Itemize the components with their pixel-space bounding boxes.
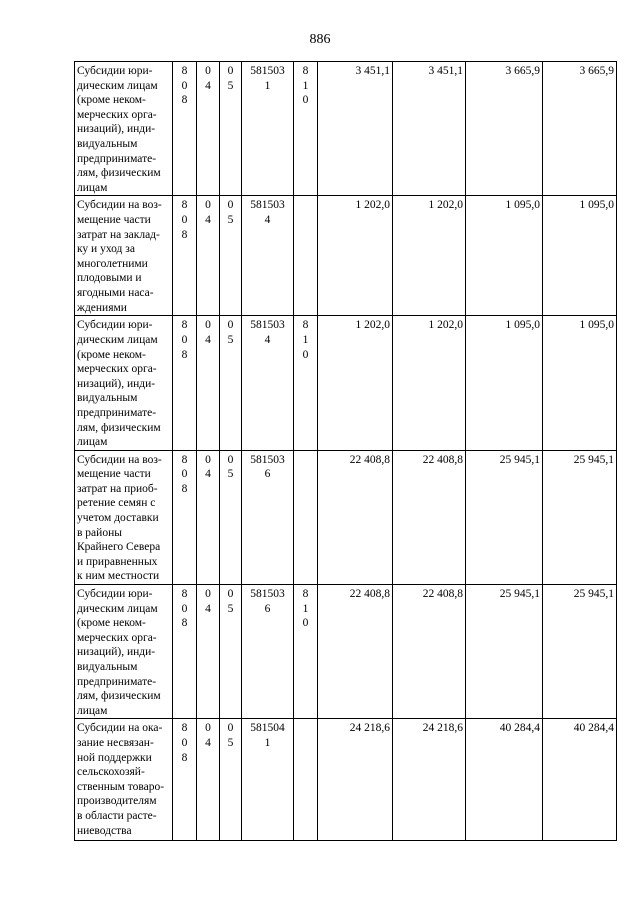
amount-v1: 3 451,1 — [318, 62, 393, 196]
amount-v3: 1 095,0 — [466, 316, 543, 450]
name-line: в районы — [77, 526, 122, 539]
name-line: затрат на приоб- — [77, 482, 158, 495]
amount-v1: 22 408,8 — [318, 585, 393, 719]
amount-v4: 1 095,0 — [543, 316, 617, 450]
name-line: предпринимате- — [77, 675, 157, 688]
name-line: ждениями — [77, 301, 127, 314]
code-cell-c1 — [173, 450, 197, 584]
name-line: Субсидии юри- — [77, 319, 153, 332]
amount-v2: 22 408,8 — [393, 450, 466, 584]
amount-v4: 25 945,1 — [543, 585, 617, 719]
name-line: сельскохозяй- — [77, 766, 145, 779]
name-line: Субсидии на воз- — [77, 199, 162, 212]
code-part: 1 — [302, 79, 309, 92]
code-part: 581504 — [250, 722, 285, 735]
code-cell-c2 — [197, 585, 220, 719]
name-line: низаций), инди- — [77, 646, 156, 659]
name-line: Субсидии на воз- — [77, 453, 162, 466]
code-part: 8 — [181, 228, 188, 241]
name-line: многолетними — [77, 257, 148, 270]
code-part: 4 — [205, 79, 211, 92]
code-part: 8 — [181, 482, 188, 495]
code-part: 581503 — [250, 65, 285, 77]
code-cell-c4 — [242, 316, 294, 450]
code-cell-c4 — [242, 719, 294, 841]
code-part: 0 — [302, 94, 309, 107]
code-cell-c5 — [294, 450, 318, 584]
name-line: лицам — [77, 436, 108, 449]
name-line: ственным товаро- — [77, 780, 165, 793]
code-part: 8 — [181, 199, 188, 212]
code-part: 4 — [205, 333, 211, 346]
name-line: (кроме неком- — [77, 348, 146, 361]
name-line: мещение части — [77, 468, 151, 481]
table-row — [75, 719, 617, 841]
amount-v3: 3 665,9 — [466, 62, 543, 196]
code-part: 8 — [302, 588, 309, 601]
table-row — [75, 316, 617, 450]
code-part: 8 — [181, 94, 188, 107]
code-part: 0 — [227, 453, 234, 466]
code-cell-c3 — [220, 196, 242, 316]
row-name — [75, 196, 173, 316]
code-part: 0 — [227, 199, 234, 212]
name-line: дическим лицам — [77, 602, 158, 615]
row-name — [75, 719, 173, 841]
code-part: 8 — [302, 65, 309, 77]
name-line: дическим лицам — [77, 333, 158, 346]
table-row — [75, 450, 617, 584]
code-part: 0 — [181, 79, 188, 92]
code-cell-c5 — [294, 316, 318, 450]
name-line: видуальным — [77, 392, 138, 405]
code-cell-c1 — [173, 196, 197, 316]
amount-v3: 40 284,4 — [466, 719, 543, 841]
code-part: 4 — [205, 468, 211, 481]
code-cell-c5 — [294, 196, 318, 316]
code-part: 5 — [227, 333, 234, 346]
code-part: 0 — [205, 722, 211, 735]
code-part: 0 — [205, 65, 211, 77]
code-part: 5 — [227, 213, 234, 226]
code-cell-c1 — [173, 316, 197, 450]
amount-v2: 1 202,0 — [393, 196, 466, 316]
code-part: 581503 — [250, 453, 285, 466]
code-cell-c1 — [173, 62, 197, 196]
code-part: 8 — [302, 319, 309, 332]
code-part: 4 — [205, 736, 211, 749]
name-line: к ним местности — [77, 570, 160, 583]
code-cell-c2 — [197, 719, 220, 841]
code-part: 0 — [205, 588, 211, 601]
code-part: 8 — [181, 453, 188, 466]
row-name — [75, 450, 173, 584]
name-line: лям, физическим — [77, 690, 161, 703]
code-cell-c3 — [220, 719, 242, 841]
name-line: лям, физическим — [77, 421, 161, 434]
code-part: 0 — [302, 348, 309, 361]
code-part: 0 — [227, 588, 234, 601]
name-line: предпринимате- — [77, 152, 157, 165]
code-part: 0 — [181, 213, 188, 226]
code-part: 1 — [264, 79, 271, 92]
code-part: 8 — [181, 65, 188, 77]
code-part: 6 — [264, 468, 271, 481]
code-part: 0 — [302, 617, 309, 630]
table-row — [75, 196, 617, 316]
code-cell-c3 — [220, 316, 242, 450]
amount-v3: 25 945,1 — [466, 450, 543, 584]
code-part: 0 — [205, 319, 211, 332]
name-line: мерческих орга- — [77, 363, 157, 376]
code-part: 1 — [264, 736, 271, 749]
name-line: плодовыми и — [77, 272, 142, 285]
code-cell-c2 — [197, 62, 220, 196]
name-line: мерческих орга- — [77, 631, 157, 644]
amount-v3: 25 945,1 — [466, 585, 543, 719]
code-part: 8 — [181, 722, 188, 735]
code-part: 581503 — [250, 588, 285, 601]
name-line: дическим лицам — [77, 79, 158, 92]
amount-v2: 1 202,0 — [393, 316, 466, 450]
code-part: 5 — [227, 602, 234, 615]
name-line: низаций), инди- — [77, 377, 156, 390]
name-line: ку и уход за — [77, 243, 135, 256]
code-part: 0 — [181, 602, 188, 615]
code-part: 0 — [227, 319, 234, 332]
amount-v2: 3 451,1 — [393, 62, 466, 196]
code-part: 4 — [205, 213, 211, 226]
code-part: 0 — [205, 453, 211, 466]
name-line: затрат на заклад- — [77, 228, 160, 241]
code-part: 1 — [302, 602, 309, 615]
amount-v4: 1 095,0 — [543, 196, 617, 316]
code-cell-c4 — [242, 62, 294, 196]
amount-v1: 1 202,0 — [318, 196, 393, 316]
code-part: 0 — [205, 199, 211, 212]
amount-v1: 22 408,8 — [318, 450, 393, 584]
name-line: лям, физическим — [77, 167, 161, 180]
code-part: 4 — [264, 333, 271, 346]
name-line: ной поддержки — [77, 751, 152, 764]
name-line: учетом доставки — [77, 512, 159, 525]
code-part: 0 — [181, 468, 188, 481]
code-part: 8 — [181, 617, 188, 630]
code-part: 8 — [181, 588, 188, 601]
table-row — [75, 585, 617, 719]
code-cell-c3 — [220, 585, 242, 719]
code-part: 581503 — [250, 319, 285, 332]
name-line: ягодными наса- — [77, 286, 154, 299]
page-number: 886 — [309, 32, 331, 47]
amount-v4: 25 945,1 — [543, 450, 617, 584]
code-part: 5 — [227, 736, 234, 749]
code-cell-c3 — [220, 450, 242, 584]
amount-v4: 40 284,4 — [543, 719, 617, 841]
amount-v1: 24 218,6 — [318, 719, 393, 841]
name-line: (кроме неком- — [77, 617, 146, 630]
name-line: производителям — [77, 795, 157, 808]
row-name — [75, 316, 173, 450]
name-line: Субсидии юри- — [77, 588, 153, 601]
code-part: 8 — [181, 751, 188, 764]
code-cell-c4 — [242, 196, 294, 316]
amount-v1: 1 202,0 — [318, 316, 393, 450]
name-line: Крайнего Севера — [77, 541, 161, 554]
code-cell-c4 — [242, 450, 294, 584]
name-line: лицам — [77, 181, 108, 194]
name-line: предпринимате- — [77, 406, 157, 419]
code-cell-c3 — [220, 62, 242, 196]
code-part: 4 — [264, 213, 271, 226]
name-line: в области расте- — [77, 809, 157, 822]
code-part: 5 — [227, 468, 234, 481]
row-name — [75, 62, 173, 196]
code-part: 0 — [181, 333, 188, 346]
amount-v4: 3 665,9 — [543, 62, 617, 196]
name-line: и приравненных — [77, 555, 158, 568]
code-part: 0 — [227, 722, 234, 735]
amount-v2: 22 408,8 — [393, 585, 466, 719]
name-line: мерческих орга- — [77, 108, 157, 121]
name-line: зание несвязан- — [77, 736, 154, 749]
name-line: ретение семян с — [77, 497, 156, 510]
name-line: лицам — [77, 704, 108, 717]
name-line: мещение части — [77, 213, 151, 226]
name-line: видуальным — [77, 661, 138, 673]
code-part: 0 — [227, 65, 234, 77]
code-cell-c4 — [242, 585, 294, 719]
code-part: 0 — [181, 736, 188, 749]
row-name — [75, 585, 173, 719]
amount-v3: 1 095,0 — [466, 196, 543, 316]
code-part: 581503 — [250, 199, 285, 212]
code-cell-c1 — [173, 585, 197, 719]
table-row — [75, 62, 617, 196]
code-part: 8 — [181, 319, 188, 332]
code-cell-c2 — [197, 316, 220, 450]
code-cell-c5 — [294, 62, 318, 196]
name-line: видуальным — [77, 137, 138, 150]
name-line: ниеводства — [77, 824, 132, 837]
code-part: 8 — [181, 348, 188, 361]
name-line: Субсидии юри- — [77, 65, 153, 77]
code-part: 6 — [264, 602, 271, 615]
budget-table — [74, 61, 617, 841]
name-line: низаций), инди- — [77, 123, 156, 136]
code-cell-c5 — [294, 585, 318, 719]
code-cell-c2 — [197, 450, 220, 584]
amount-v2: 24 218,6 — [393, 719, 466, 841]
code-part: 1 — [302, 333, 309, 346]
name-line: (кроме неком- — [77, 94, 146, 107]
code-part: 5 — [227, 79, 234, 92]
code-cell-c2 — [197, 196, 220, 316]
name-line: Субсидии на ока- — [77, 722, 163, 735]
code-part: 4 — [205, 602, 211, 615]
code-cell-c1 — [173, 719, 197, 841]
code-cell-c5 — [294, 719, 318, 841]
